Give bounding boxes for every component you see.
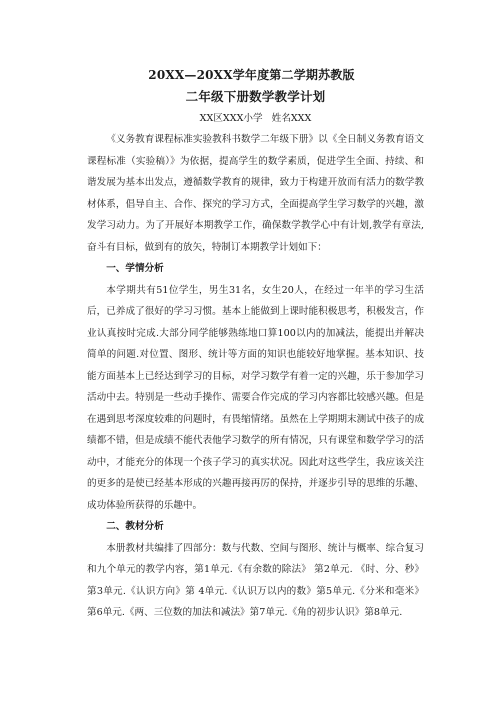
section-heading-student-analysis: 一、学情分析 [106, 263, 164, 274]
student-analysis-paragraph: 本学期共有51位学生，男生31名，女生20人，在经过一年半的学习生活后，已养成了很好的学习习惯。基本上能做到上课时能积极思考，积极发言，作业认真按时完成.大部分同学能够熟练地口算100以内的加减法，能提出并解决简单的问题.对位置、图形、统计等方面的知识也能较好地掌握。基本知识、技能方面基本上已经达到学习的目标，对学习数学有着一定的兴趣，乐于参加学习活动中去。特别是一些动手操作、需要合作完成的学习内容都比较感兴趣。但是在遇到思考深度较难的问题时，有畏缩情绪。虽然在上学期期末测试中孩子的成绩都不错，但是成绩不能代表他学习数学的所有情况，只有课堂和数学学习的活动中，才能充分的体现一个孩子学习的真实状况。因此对这些学生，我应该关注的更多的是使已经基本形成的兴趣再接再厉的保持，并逐步引导的思维的乐趣、成功体验所获得的乐趣中。 [87, 284, 424, 511]
author-line: XX区XXX小学 姓名XXX [199, 113, 312, 124]
document-title: 20XX—20XX学年度第二学期苏教版 [148, 68, 355, 82]
intro-paragraph: 《义务教育课程标准实验教科书数学二年级下册》以《全日制义务教育语文课程标准（实验稿）》为依据，提高学生的数学素质，促进学生全面、持续、和谐发展为基本出发点，遵循数学教育的规律，致力于构建开放而有活力的数学教材体系，倡导自主、合作、探究的学习方式，全面提高学生学习数学的兴趣，激发学习动力。为了开展好本期教学工作，确保数学教学心中有计划,教学有章法,奋斗有目标，做到有的放矢，特制订本期教学计划如下： [87, 134, 424, 253]
section-heading-textbook-analysis: 二、教材分析 [106, 521, 164, 532]
textbook-analysis-paragraph: 本册教材共编排了四部分：数与代数、空间与图形、统计与概率、综合复习和九个单元的教学内容，第1单元.《有余数的除法》 第2单元. 《时、分、秒》第3单元.《认识方向》第 4单元.《认识万以内的数》第5单元.《分米和毫米》第6单元.《两、三位数的加法和减法》第7单元.《角的初步认识》第8单元. [87, 542, 424, 618]
document-subtitle: 二年级下册数学教学计划 [185, 89, 326, 104]
